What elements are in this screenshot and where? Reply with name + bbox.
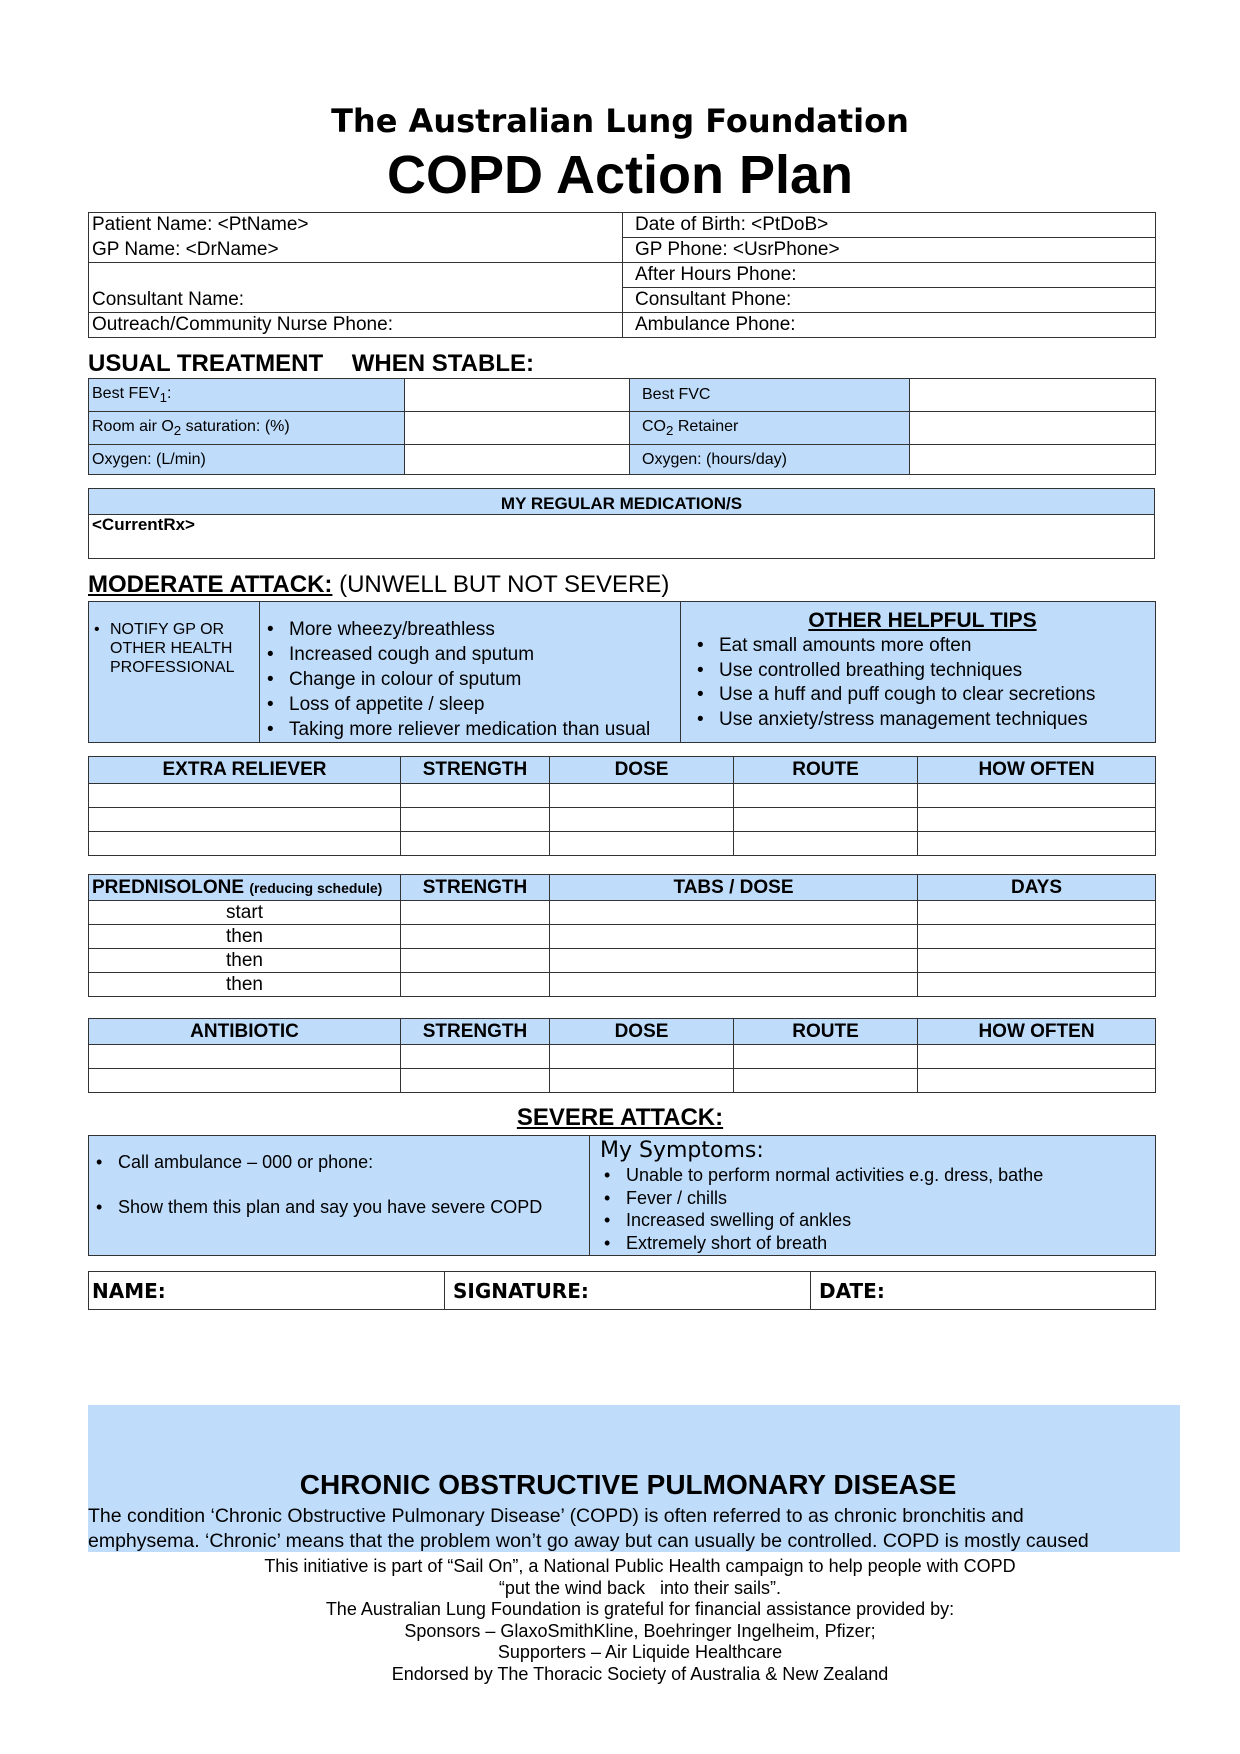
reducing-schedule-label: (reducing schedule) [249,879,383,896]
my-symptoms-cell [590,1136,1156,1256]
oxygen-lmin-label: Oxygen: (L/min) [89,445,405,475]
entry-cell[interactable] [89,1069,401,1093]
co2-retainer-value[interactable] [910,412,1156,445]
entry-cell[interactable] [918,832,1156,856]
antibiotic-header: ANTIBIOTIC [89,1019,401,1045]
notify-line-1: NOTIFY GP OR [110,621,225,638]
copd-info-heading: CHRONIC OBSTRUCTIVE PULMONARY DISEASE [299,1469,957,1500]
schedule-step-label: start [89,901,401,925]
extra-reliever-header: EXTRA RELIEVER [89,757,401,784]
entry-cell[interactable] [89,808,401,832]
moderate-symptom-item: • More wheezy/breathless [263,617,677,642]
days-header: DAYS [918,875,1156,901]
entry-cell[interactable] [401,949,550,973]
patient-details-table [88,212,1156,338]
footer-line: This initiative is part of “Sail On”, a National Public Health campaign to help people with COPD [264,1556,1016,1576]
consultant-phone-field[interactable]: Consultant Phone: [623,288,1156,313]
ambulance-phone-field[interactable]: Ambulance Phone: [623,313,1156,338]
helpful-tip-item: • Use controlled breathing techniques [693,659,1152,684]
severe-action-item: • Show them this plan and say you have severe COPD [92,1197,586,1218]
table-row [89,973,1156,997]
patient-name-field[interactable]: Patient Name: <PtName> [89,213,623,238]
signoff-table [88,1271,1156,1310]
antibiotic-table [88,1018,1156,1093]
copd-info-text-1: The condition ‘Chronic Obstructive Pulmonary Disease’ (COPD) is often referred to as chronic bronchitis and [88,1505,1024,1527]
footer-line: Supporters – Air Liquide Healthcare [497,1642,783,1662]
gp-phone-field[interactable]: GP Phone: <UsrPhone> [623,238,1156,263]
severe-attack-table [88,1135,1156,1256]
entry-cell[interactable] [918,1045,1156,1069]
entry-cell[interactable] [918,808,1156,832]
entry-cell[interactable] [401,925,550,949]
moderate-attack-label: MODERATE ATTACK: [88,571,333,598]
strength-header: STRENGTH [401,875,550,901]
moderate-symptom-item: • Change in colour of sputum [263,667,677,692]
entry-cell[interactable] [89,784,401,808]
entry-cell[interactable] [918,949,1156,973]
entry-cell[interactable] [734,1069,918,1093]
regular-medication-heading: MY REGULAR MEDICATION/S [89,489,1155,515]
table-row [89,784,1156,808]
room-air-value[interactable] [405,412,630,445]
helpful-tip-item: • Use anxiety/stress management techniques [693,708,1152,733]
entry-cell[interactable] [550,949,918,973]
usual-treatment-table [88,378,1156,475]
severe-actions-cell [89,1136,590,1256]
table-row [89,832,1156,856]
table-row [89,925,1156,949]
best-fvc-value[interactable] [910,379,1156,412]
oxygen-lmin-value[interactable] [405,445,630,475]
notify-line-2: OTHER HEALTH [110,640,233,657]
entry-cell[interactable] [401,808,550,832]
org-title: The Australian Lung Foundation [331,102,909,140]
entry-cell[interactable] [918,973,1156,997]
gp-name-field[interactable]: GP Name: <DrName> [89,238,623,263]
schedule-step-label: then [89,973,401,997]
moderate-symptom-item: • Taking more reliever medication than usual [263,717,677,742]
entry-cell[interactable] [734,1045,918,1069]
moderate-symptoms-cell [260,602,681,743]
footer-line: Endorsed by The Thoracic Society of Australia & New Zealand [391,1663,889,1684]
entry-cell[interactable] [734,832,918,856]
entry-cell[interactable] [550,832,734,856]
prednisolone-table [88,874,1156,997]
entry-cell[interactable] [734,808,918,832]
current-medication-field[interactable]: <CurrentRx> [89,515,1155,559]
severe-symptom-item: • Extremely short of breath [600,1232,1152,1255]
footer-line: The Australian Lung Foundation is grateful for financial assistance provided by: [325,1599,955,1619]
dose-header: DOSE [550,757,734,784]
name-field[interactable]: NAME: [89,1272,445,1310]
entry-cell[interactable] [918,925,1156,949]
date-field[interactable]: DATE: [811,1272,1156,1310]
usual-treatment-heading [88,350,534,378]
footer-line: Sponsors – GlaxoSmithKline, Boehringer Ingelheim, Pfizer; [404,1620,876,1641]
co2-retainer-label: $CO_2$ Retainer [630,412,910,445]
entry-cell[interactable] [550,1045,734,1069]
schedule-step-label: then [89,925,401,949]
entry-cell[interactable] [401,1045,550,1069]
entry-cell[interactable] [550,925,918,949]
schedule-step-label: then [89,949,401,973]
notify-cell: • NOTIFY GP OR OTHER HEALTH PROFESSIONAL [89,602,260,743]
copd-info-text-2: emphysema. ‘Chronic’ means that the problem won’t go away but can usually be controlled. COPD is mostly caused [88,1530,1089,1552]
outreach-phone-field[interactable]: Outreach/Community Nurse Phone: [89,313,623,338]
footer [0,1556,1240,1685]
moderate-attack-table [88,601,1156,743]
table-row [89,949,1156,973]
route-header: ROUTE [734,1019,918,1045]
when-stable-label: WHEN STABLE: [351,350,534,377]
usual-treatment-label: USUAL TREATMENT [88,350,324,377]
oxygen-hours-label: Oxygen: (hours/day) [630,445,910,475]
oxygen-hours-value[interactable] [910,445,1156,475]
entry-cell[interactable] [550,784,734,808]
entry-cell[interactable] [918,784,1156,808]
strength-header: STRENGTH [401,1019,550,1045]
table-row [89,1045,1156,1069]
helpful-tips-cell [681,602,1156,743]
entry-cell[interactable] [918,901,1156,925]
footer-line: “put the wind back into their sails”. [498,1577,782,1598]
my-symptoms-heading: My Symptoms: [600,1138,764,1163]
entry-cell[interactable] [550,973,918,997]
severe-symptom-item: • Increased swelling of ankles [600,1209,1152,1232]
moderate-symptom-item: • Loss of appetite / sleep [263,692,677,717]
entry-cell[interactable] [734,784,918,808]
moderate-symptom-item: • Increased cough and sputum [263,642,677,667]
severe-attack-heading: SEVERE ATTACK: [516,1104,724,1131]
dob-field[interactable]: Date of Birth: <PtDoB> [623,213,1156,238]
notify-line-3: PROFESSIONAL [110,659,235,676]
how-often-header: HOW OFTEN [918,1019,1156,1045]
dose-header: DOSE [550,1019,734,1045]
tabs-dose-header: TABS / DOSE [550,875,918,901]
after-hours-field[interactable]: After Hours Phone: [623,263,1156,288]
table-row [89,901,1156,925]
entry-cell[interactable] [401,832,550,856]
severe-symptom-item: • Fever / chills [600,1187,1152,1210]
entry-cell[interactable] [401,784,550,808]
page-title: COPD Action Plan [386,145,854,205]
entry-cell[interactable] [550,901,918,925]
helpful-tip-item: • Use a huff and puff cough to clear secretions [693,683,1152,708]
entry-cell[interactable] [401,901,550,925]
entry-cell[interactable] [89,1045,401,1069]
table-row [89,808,1156,832]
moderate-attack-subtitle: (UNWELL BUT NOT SEVERE) [332,571,670,598]
severe-symptom-item: • Unable to perform normal activities e.g. dress, bathe [600,1164,1152,1187]
consultant-name-field[interactable]: Consultant Name: [89,288,623,313]
entry-cell[interactable] [918,1069,1156,1093]
strength-header: STRENGTH [401,757,550,784]
blank-cell [89,263,623,288]
entry-cell[interactable] [550,808,734,832]
route-header: ROUTE [734,757,918,784]
signature-field[interactable]: SIGNATURE: [445,1272,811,1310]
entry-cell[interactable] [550,1069,734,1093]
table-row [89,1069,1156,1093]
best-fvc-label: Best FVC [630,379,910,412]
helpful-tip-item: • Eat small amounts more often [693,634,1152,659]
best-fev-value[interactable] [405,379,630,412]
extra-reliever-table [88,756,1156,856]
how-often-header: HOW OFTEN [918,757,1156,784]
entry-cell[interactable] [401,973,550,997]
regular-medication-table [88,488,1155,559]
best-fev-label: Best $FEV_1$: [89,379,405,412]
prednisolone-header: PREDNISOLONE (reducing schedule) [89,875,401,901]
severe-action-item: • Call ambulance – 000 or phone: [92,1152,586,1173]
entry-cell[interactable] [401,1069,550,1093]
helpful-tips-heading: OTHER HELPFUL TIPS [808,609,1037,632]
room-air-label: Room air $O_2$ saturation: (%) [89,412,405,445]
entry-cell[interactable] [89,832,401,856]
moderate-attack-heading [88,571,669,599]
